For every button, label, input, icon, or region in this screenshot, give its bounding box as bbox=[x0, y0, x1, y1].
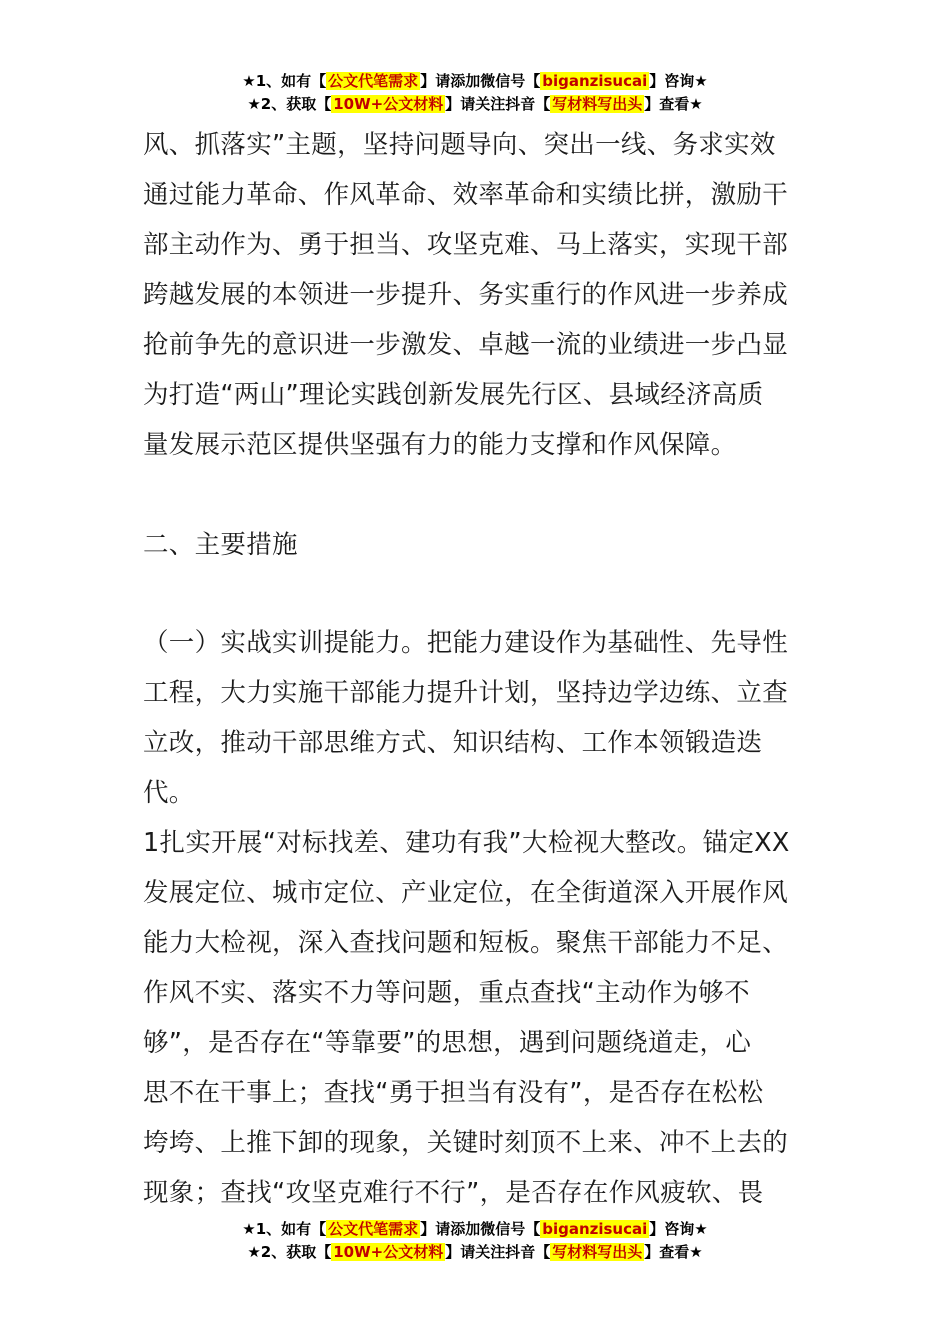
banner-highlight: 写材料写出头 bbox=[552, 95, 643, 113]
banner-text: ★1、如有【 bbox=[242, 72, 327, 90]
paragraph-measure-1-1 bbox=[143, 818, 808, 1218]
banner-text: ★1、如有【 bbox=[242, 1220, 327, 1238]
banner-text: 】请关注抖音【 bbox=[445, 95, 551, 113]
banner-highlight: 公文代笔需求 bbox=[328, 72, 419, 90]
section-heading bbox=[143, 520, 808, 570]
banner-text: 】请关注抖音【 bbox=[445, 1243, 551, 1261]
banner-line-1 bbox=[0, 70, 950, 93]
banner-line-2 bbox=[0, 93, 950, 116]
paragraph-measure-1 bbox=[143, 618, 808, 818]
banner-highlight: biganzisucai bbox=[542, 1220, 648, 1238]
banner-text: 】请添加微信号【 bbox=[420, 1220, 541, 1238]
banner-highlight: 10W+公文材料 bbox=[333, 95, 444, 113]
banner-highlight: 公文代笔需求 bbox=[328, 1220, 419, 1238]
paragraph-text: （一）实战实训提能力。把能力建设作为基础性、先导性 工程，大力实施干部能力提升计划，坚持边学边练、立查 立改，推动干部思维方式、知识结构、工作本领锻造迭代。 bbox=[143, 628, 789, 808]
banner-text: 】查看★ bbox=[644, 1243, 703, 1261]
banner-highlight: 写材料写出头 bbox=[552, 1243, 643, 1261]
banner-line-2 bbox=[0, 1241, 950, 1264]
banner-text: ★2、获取【 bbox=[247, 1243, 332, 1261]
heading-text: 二、主要措施 bbox=[143, 530, 298, 560]
paragraph-goals bbox=[143, 120, 808, 470]
banner-text: 】咨询★ bbox=[649, 72, 708, 90]
banner-text: 】请添加微信号【 bbox=[420, 72, 541, 90]
banner-text: 】咨询★ bbox=[649, 1220, 708, 1238]
banner-highlight: biganzisucai bbox=[542, 72, 648, 90]
header-banner bbox=[0, 70, 950, 116]
banner-text: ★2、获取【 bbox=[247, 95, 332, 113]
banner-line-1 bbox=[0, 1218, 950, 1241]
banner-text: 】查看★ bbox=[644, 95, 703, 113]
banner-highlight: 10W+公文材料 bbox=[333, 1243, 444, 1261]
paragraph-text: 风、抓落实”主题，坚持问题导向、突出一线、务求实效 通过能力革命、作风革命、效率革命和实绩比拼，激励干 部主动作为、勇于担当、攻坚克难、马上落实，实现干部 跨越发展的本领进一步提升、务实重行的作风进一步养成 抢前争先的意识进一步激发、卓越一流的业绩进一步凸显 为打造“两山”理论实践创新发展先行区、县域经济高质 量发展示范区提供坚强有力的能力支撑和作风保障。 bbox=[143, 130, 789, 460]
paragraph-text: 1扎实开展“对标找差、建功有我”大检视大整改。锚定XX 发展定位、城市定位、产业定位，在全街道深入开展作风 能力大检视，深入查找问题和短板。聚焦干部能力不足、 作风不实、落实不力等问题，重点查找“主动作为够不 够”，是否存在“等靠要”的思想，遇到问题绕道走，心 思不在干事上；查找“勇于担当有没有”，是否存在松松 垮垮、上推下卸的现象，关键时刻顶不上来、冲不上去的 现象；查找“攻坚克难行不行”，是否存在作风疲软、畏 bbox=[143, 828, 790, 1208]
footer-banner bbox=[0, 1218, 950, 1264]
